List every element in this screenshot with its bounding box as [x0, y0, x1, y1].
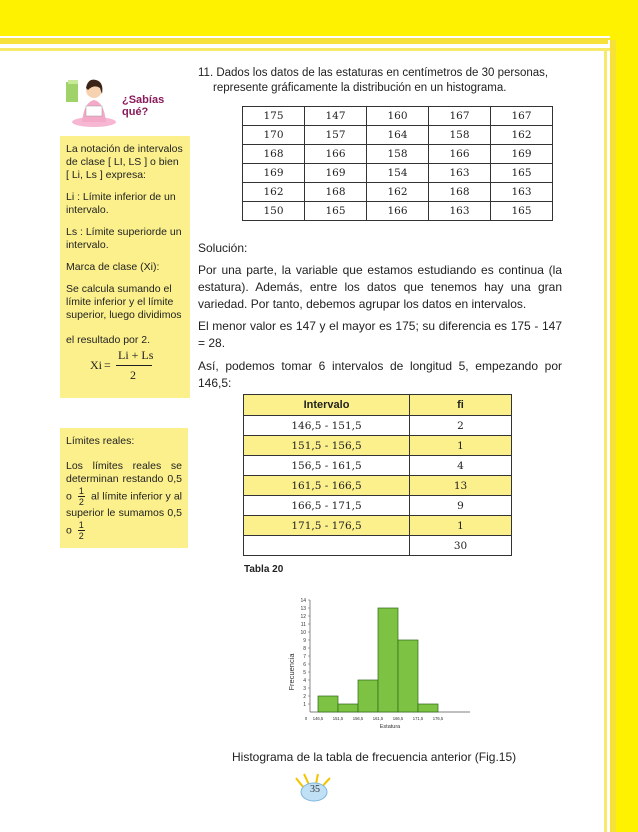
note-body	[66, 460, 182, 541]
table-row	[243, 145, 553, 164]
histogram-bar	[398, 640, 418, 712]
table-cell: 175	[243, 107, 305, 126]
page-number: 35	[310, 784, 320, 795]
x-tick-label: 0	[304, 716, 308, 721]
table-cell: 163	[491, 183, 553, 202]
table-row	[243, 164, 553, 183]
x-tick-label: 161,5	[372, 716, 384, 721]
interval-cell: 161,5 - 166,5	[244, 476, 410, 496]
solution-paragraph: Por una parte, la variable que estamos estudiando es continua (la estatura). Además, entre los datos que tenemos hay una gran variedad. Por tanto, debemos agrupar los datos en intervalos.	[198, 263, 562, 311]
y-tick-label: 3	[303, 686, 306, 692]
real-limits-note	[60, 428, 188, 548]
histogram-bar	[358, 680, 378, 712]
inner-frame-right	[604, 48, 607, 832]
note-text: 0,5 o	[66, 507, 183, 537]
frequency-cell: 13	[410, 476, 512, 496]
y-tick-label: 8	[303, 646, 306, 652]
x-tick-label: 171,5	[412, 716, 424, 721]
table-cell: 167	[491, 107, 553, 126]
formula-denominator: 2	[130, 368, 136, 382]
interval-cell: 156,5 - 161,5	[244, 456, 410, 476]
interval-cell: 166,5 - 171,5	[244, 496, 410, 516]
table-cell: 167	[429, 107, 491, 126]
figure-caption: Histograma de la tabla de frecuencia anterior (Fig.15)	[232, 750, 517, 764]
table-cell: 166	[367, 202, 429, 221]
formula-fraction-bar	[116, 365, 152, 366]
table-cell: 168	[305, 183, 367, 202]
note-paragraph: Ls : Límite superiorde un intervalo.	[66, 226, 182, 251]
table-cell: 164	[367, 126, 429, 145]
formula-equals: =	[104, 358, 111, 372]
note-text: Los límites reales se determinan restando 0,5	[66, 460, 182, 485]
table-label: Tabla 20	[244, 564, 284, 575]
y-tick-label: 13	[300, 606, 306, 612]
x-tick-label: 176,5	[432, 716, 444, 721]
table-row	[244, 496, 512, 516]
fraction-numerator: 1	[78, 520, 84, 530]
note-paragraph: Li : Límite inferior de un intervalo.	[66, 191, 176, 216]
x-tick-label: 146,5	[312, 716, 324, 721]
y-tick-label: 12	[300, 614, 306, 620]
girl-reading-icon	[64, 68, 116, 128]
table-header-row	[244, 395, 512, 416]
y-tick-label: 6	[303, 662, 306, 668]
table-cell: 166	[429, 145, 491, 164]
note-paragraph: el resultado por 2.	[66, 334, 151, 346]
solution-label: Solución:	[198, 241, 248, 255]
table-row	[243, 126, 553, 145]
frequency-cell: 1	[410, 516, 512, 536]
note-paragraph: Se calcula sumando el límite inferior y el límite superior, luego dividimos	[66, 283, 182, 321]
table-cell: 169	[305, 164, 367, 183]
table-row	[243, 107, 553, 126]
table-cell: 162	[367, 183, 429, 202]
frequency-cell: 9	[410, 496, 512, 516]
frequency-cell: 2	[410, 416, 512, 436]
heights-data-table	[242, 106, 553, 221]
frequency-cell: 1	[410, 436, 512, 456]
x-tick-label: 156,5	[352, 716, 364, 721]
main-content	[198, 66, 562, 764]
table-cell: 166	[305, 145, 367, 164]
y-axis-title: Frecuencia	[287, 653, 296, 691]
right-border-stripe	[608, 40, 616, 832]
intervals-note	[60, 136, 190, 398]
fraction-denominator: 2	[78, 531, 84, 541]
fraction-numerator: 1	[78, 486, 84, 496]
table-cell: 162	[491, 126, 553, 145]
table-cell: 147	[305, 107, 367, 126]
table-row	[244, 436, 512, 456]
sidebar-heading: ¿Sabías qué?	[122, 94, 165, 118]
column-header: Intervalo	[244, 395, 410, 416]
note-paragraph: La notación de intervalos de clase [ LI, LS ] o bien [ Li, Ls ] expresa:	[66, 143, 183, 181]
y-tick-label: 4	[303, 678, 306, 684]
table-row	[243, 183, 553, 202]
half-fraction	[78, 486, 85, 507]
x-tick-label: 151,5	[332, 716, 344, 721]
interval-cell: 146,5 - 151,5	[244, 416, 410, 436]
table-cell: 168	[243, 145, 305, 164]
frequency-cell: 4	[410, 456, 512, 476]
class-mark-formula	[90, 349, 170, 385]
interval-cell: 151,5 - 156,5	[244, 436, 410, 456]
histogram-bar	[318, 696, 338, 712]
histogram-bar	[418, 704, 438, 712]
problem-line: represente gráficamente la distribución en un histograma.	[213, 82, 507, 94]
solution-paragraph: El menor valor es 147 y el mayor es 175; su diferencia es 175 - 147 = 28.	[198, 319, 562, 350]
note-text: o	[66, 490, 72, 503]
half-fraction	[78, 520, 85, 541]
y-tick-label: 7	[303, 654, 306, 660]
total-row	[244, 536, 512, 556]
table-row	[244, 416, 512, 436]
total-cell: 30	[410, 536, 512, 556]
y-tick-label: 1	[303, 702, 306, 708]
interval-cell: 171,5 - 176,5	[244, 516, 410, 536]
table-cell: 163	[429, 164, 491, 183]
total-label-cell	[244, 536, 410, 556]
sidebar-header	[60, 68, 192, 134]
formula-lhs: Xi	[90, 358, 102, 372]
table-cell: 158	[429, 126, 491, 145]
y-tick-label: 5	[303, 670, 306, 676]
formula-numerator: Li + Ls	[118, 348, 154, 362]
x-tick-label: 166,5	[392, 716, 404, 721]
table-cell: 150	[243, 202, 305, 221]
top-border-band	[0, 0, 638, 40]
table-row	[244, 476, 512, 496]
table-cell: 165	[491, 164, 553, 183]
x-axis-title: Estatura	[379, 724, 401, 730]
y-tick-label: 10	[300, 630, 306, 636]
column-header: fi	[410, 395, 512, 416]
histogram-chart	[280, 594, 480, 744]
table-row	[244, 516, 512, 536]
table-cell: 169	[243, 164, 305, 183]
table-cell: 157	[305, 126, 367, 145]
y-tick-label: 14	[300, 598, 306, 604]
table-cell: 169	[491, 145, 553, 164]
table-cell: 158	[367, 145, 429, 164]
note-text: al límite inferior y al superior le sumamos	[66, 490, 182, 519]
solution-paragraph: Así, podemos tomar 6 intervalos de longitud 5, empezando por 146,5:	[198, 359, 562, 390]
note-paragraph: Marca de clase (Xi):	[66, 261, 160, 273]
y-tick-label: 2	[303, 694, 306, 700]
histogram-bar	[378, 608, 398, 712]
fraction-denominator: 2	[78, 497, 84, 507]
table-cell: 160	[367, 107, 429, 126]
frequency-table	[243, 394, 512, 556]
table-cell: 165	[305, 202, 367, 221]
inner-frame-top	[0, 48, 610, 51]
table-cell: 170	[243, 126, 305, 145]
note-title: Límites reales:	[66, 435, 135, 447]
table-row	[244, 456, 512, 476]
problem-statement	[198, 66, 562, 96]
top-border-stripe	[0, 36, 638, 44]
table-cell: 168	[429, 183, 491, 202]
histogram-bar	[338, 704, 358, 712]
table-cell: 165	[491, 202, 553, 221]
table-cell: 162	[243, 183, 305, 202]
problem-line: 11. Dados los datos de las estaturas en centímetros de 30 personas,	[198, 67, 549, 79]
y-tick-label: 11	[300, 622, 306, 628]
y-tick-label: 9	[303, 638, 306, 644]
table-cell: 154	[367, 164, 429, 183]
table-cell: 163	[429, 202, 491, 221]
table-row	[243, 202, 553, 221]
